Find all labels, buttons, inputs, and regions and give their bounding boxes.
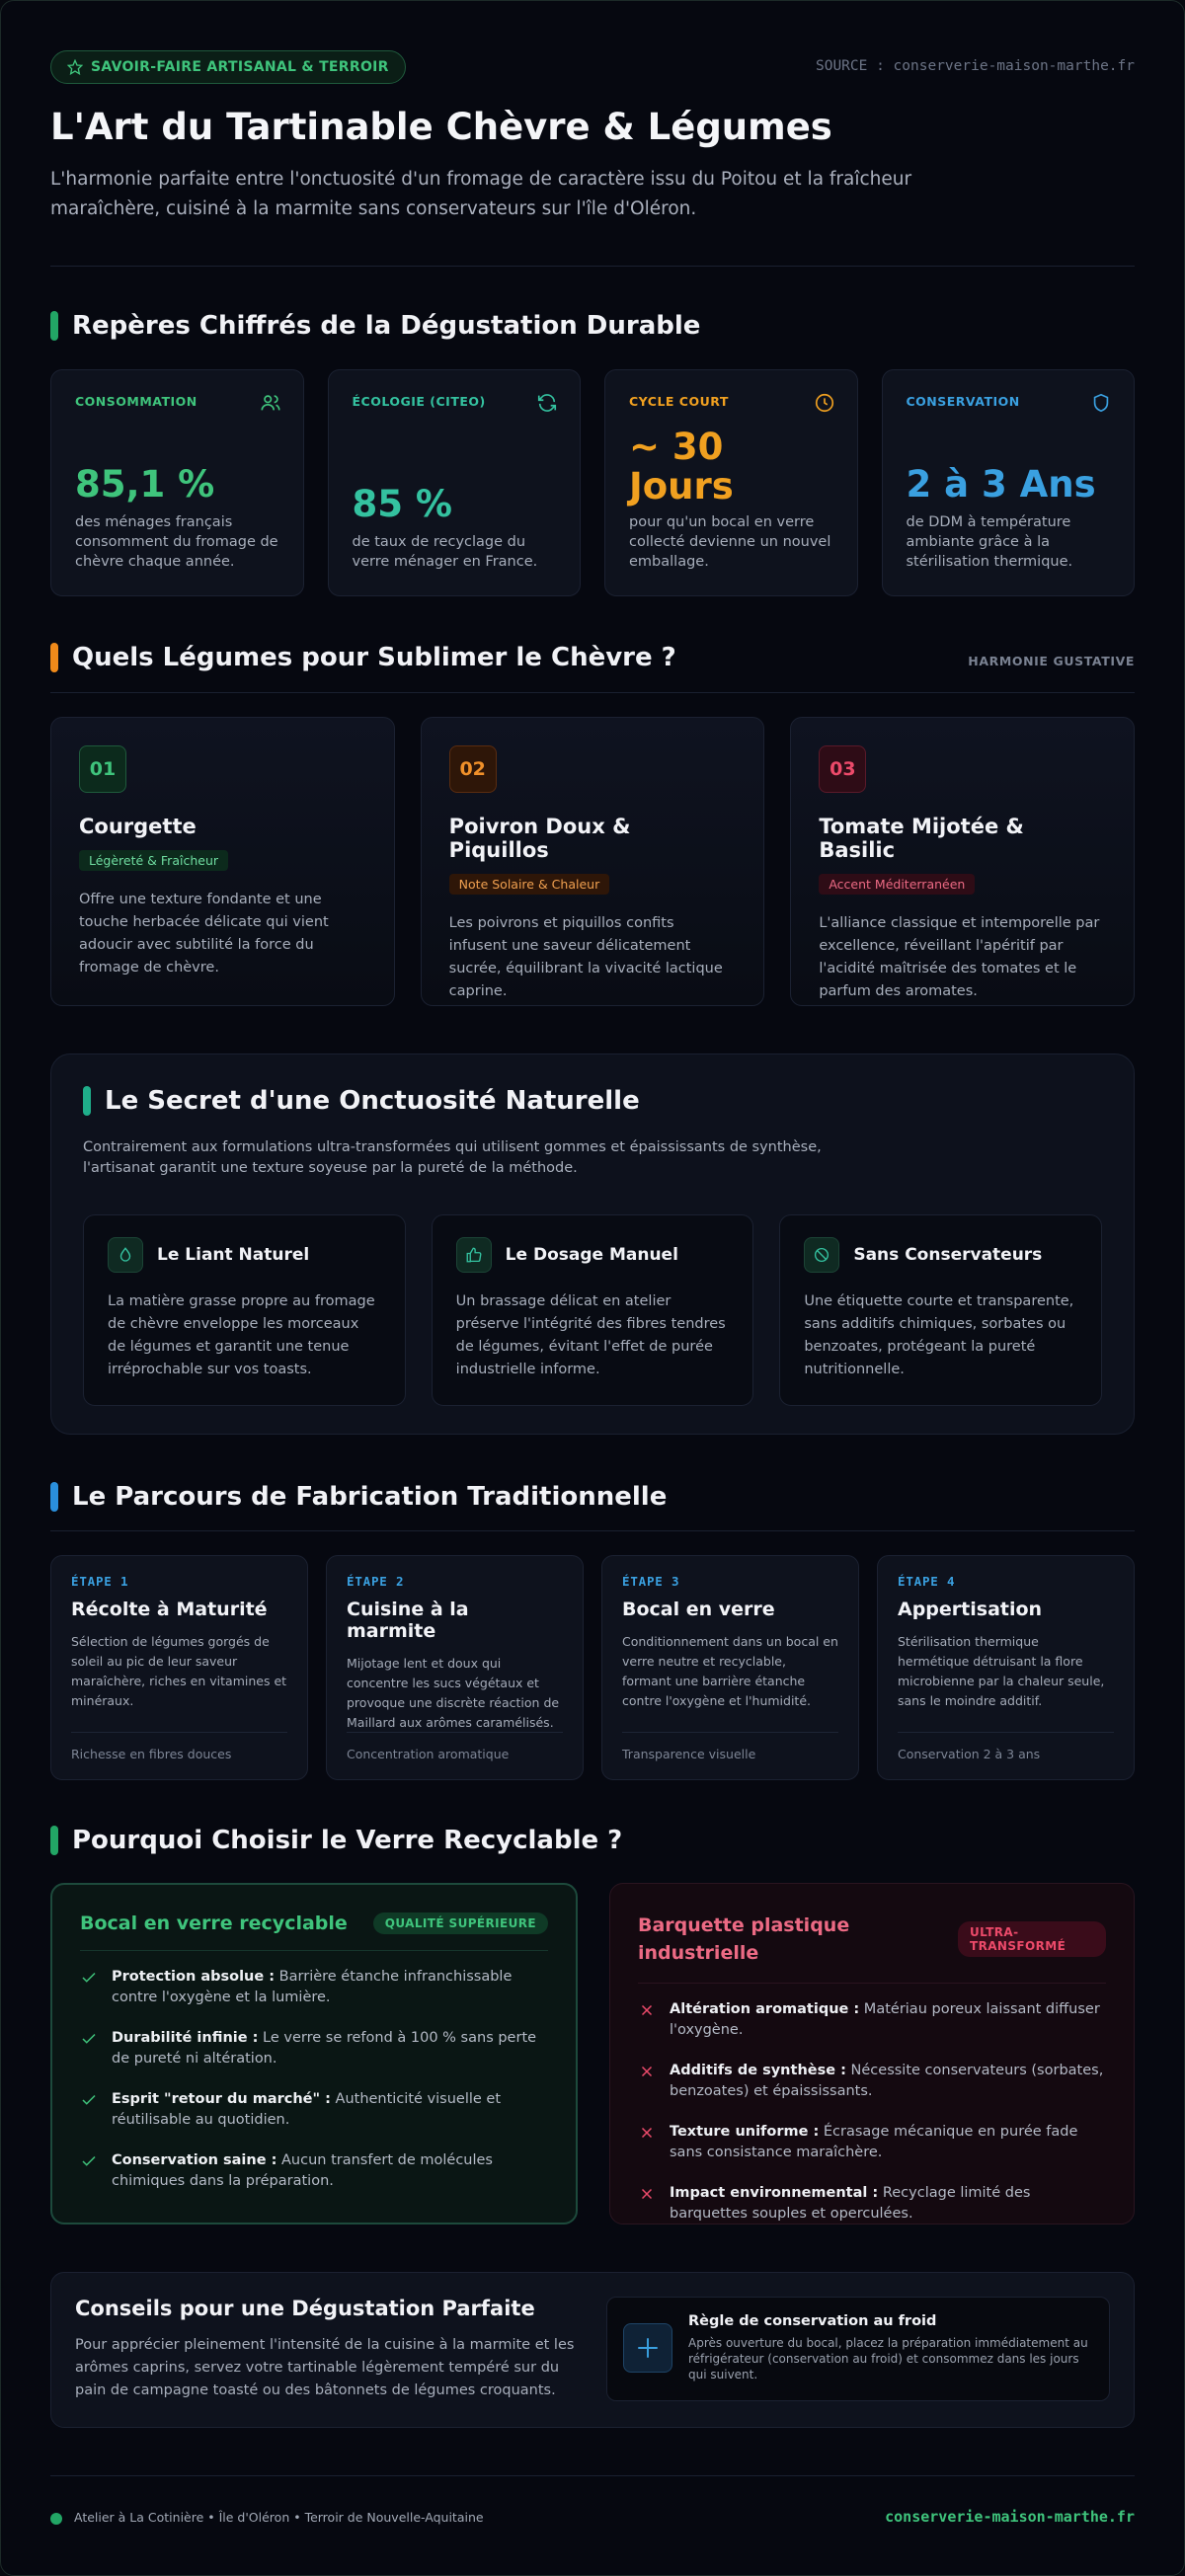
tips-panel (50, 2272, 1135, 2428)
vegetable-description: L'alliance classique et intemporelle par excellence, réveillant l'apéritif par l'acidité maîtrisée des tomates et le parfum des aromates. (819, 915, 1100, 999)
section-accent-bar (83, 1086, 91, 1116)
step-card-2 (326, 1555, 584, 1780)
secret-card-text: La matière grasse propre au fromage de chèvre enveloppe les morceaux de légumes et garantit une tenue irréprochable sur vos toasts. (108, 1293, 375, 1377)
step-label: ÉTAPE 4 (898, 1574, 956, 1589)
compare-section-title (50, 1826, 622, 1855)
shield-icon (1090, 392, 1112, 414)
header-top-row (50, 50, 1135, 84)
vegetable-tag: Accent Méditerranéen (819, 874, 975, 895)
comparison-grid (50, 1883, 1135, 2225)
divider (50, 1530, 1135, 1531)
stat-value: 85 % (352, 483, 452, 525)
divider (50, 266, 1135, 267)
cross-icon (638, 2001, 656, 2019)
steps-grid (50, 1555, 1135, 1780)
stat-description: de DDM à température ambiante grâce à la stérilisation thermique. (906, 514, 1073, 570)
item-bold: Esprit "retour du marché" : (112, 2091, 331, 2107)
section-title-text: Repères Chiffrés de la Dégustation Durable (72, 311, 701, 341)
rule-title: Règle de conservation au froid (688, 2313, 937, 2329)
stat-description: des ménages français consomment du fromage de chèvre chaque année. (75, 514, 278, 570)
comparison-title: Bocal en verre recyclable (80, 1912, 348, 1934)
comparison-title: Barquette plastique industrielle (638, 1914, 850, 1964)
tips-title: Conseils pour une Dégustation Parfaite (75, 2297, 535, 2320)
vegetable-tag: Légèreté & Fraîcheur (79, 850, 228, 871)
comparison-glass (50, 1883, 578, 2225)
item-text: Recyclage limité des barquettes souples et operculées. (670, 2185, 1031, 2222)
secret-cards (83, 1214, 1102, 1406)
plus-icon (623, 2323, 672, 2373)
thumbs-up-icon (465, 1246, 483, 1264)
check-icon (80, 2030, 98, 2048)
step-name: Bocal en verre (622, 1599, 775, 1620)
section-accent-bar (50, 311, 58, 341)
step-text: Mijotage lent et doux qui concentre les sucs végétaux et provoque une discrète réaction de Maillard aux arômes caramélisés. (347, 1656, 560, 1730)
secret-intro: Contrairement aux formulations ultra-transformées qui utilisent gommes et épaississants de synthèse, l'artisanat garantit une texture soyeuse par la pureté de la méthode. (83, 1139, 822, 1176)
category-badge (50, 50, 406, 84)
vegetable-card-poivron (421, 717, 765, 1006)
tips-text: Pour apprécier pleinement l'intensité de la cuisine à la marmite et les arômes caprins, servez votre tartinable légèrement tempéré sur du pain de campagne toasté ou des bâtonnets de légumes croquants. (75, 2337, 575, 2398)
comparison-item (638, 2183, 1106, 2225)
vegetable-card-courgette (50, 717, 395, 1006)
ban-icon (813, 1246, 830, 1264)
vegetable-description: Offre une texture fondante et une touche herbacée délicate qui vient adoucir avec subtilité la force du fromage de chèvre. (79, 892, 329, 976)
cross-icon (638, 2063, 656, 2080)
footer-website-link[interactable]: conserverie-maison-marthe.fr (885, 2508, 1135, 2526)
stat-value: ~ 30 Jours (629, 426, 734, 507)
item-text: Aucun transfert de molécules chimiques dans la préparation. (112, 2152, 493, 2189)
step-text: Sélection de légumes gorgés de soleil au pic de leur saveur maraîchère, riches en vitamines et minéraux. (71, 1634, 287, 1708)
step-name: Récolte à Maturité (71, 1599, 268, 1620)
page-lead: L'harmonie parfaite entre l'onctuosité d'un fromage de caractère issu du Poitou et la fraîcheur maraîchère, cuisiné à la marmite sans conservateurs sur l'île d'Oléron. (50, 169, 912, 219)
step-footer: Transparence visuelle (622, 1732, 838, 1761)
secret-card-liant (83, 1214, 406, 1406)
step-label: ÉTAPE 3 (622, 1574, 680, 1589)
secret-card-title: Le Dosage Manuel (505, 1245, 678, 1265)
comparison-plastic (609, 1883, 1135, 2225)
drop-icon (117, 1246, 134, 1264)
item-text: Matériau poreux laissant diffuser l'oxygène. (670, 2001, 1100, 2038)
footer-location: Atelier à La Cotinière • Île d'Oléron • Terroir de Nouvelle-Aquitaine (74, 2510, 484, 2525)
vegetable-number: 03 (819, 745, 866, 793)
vegetables-grid (50, 717, 1135, 1006)
stats-grid (50, 369, 1135, 596)
section-accent-bar (50, 1482, 58, 1512)
steps-section-title (50, 1482, 667, 1512)
item-bold: Texture uniforme : (670, 2124, 820, 2140)
rule-text: Après ouverture du bocal, placez la préparation immédiatement au réfrigérateur (conservation au froid) et consommez dans les jours qui suivent. (688, 2336, 1088, 2381)
stat-card-conservation (882, 369, 1136, 596)
item-text: Barrière étanche infranchissable contre l'oxygène et la lumière. (112, 1969, 513, 2005)
cross-icon (638, 2185, 656, 2203)
cross-icon (638, 2124, 656, 2142)
stat-description: pour qu'un bocal en verre collecté devienne un nouvel emballage. (629, 514, 831, 570)
page-title: L'Art du Tartinable Chèvre & Légumes (50, 106, 832, 148)
quality-badge: ULTRA-TRANSFORMÉ (958, 1921, 1106, 1957)
stat-card-cycle (604, 369, 858, 596)
footer (50, 2499, 1135, 2538)
comparison-item (638, 1999, 1106, 2041)
vegetable-tag: Note Solaire & Chaleur (449, 874, 610, 895)
section-title-text: Le Secret d'une Onctuosité Naturelle (105, 1086, 640, 1116)
category-badge-label: SAVOIR-FAIRE ARTISANAL & TERROIR (91, 59, 389, 75)
divider (80, 1950, 548, 1951)
section-accent-bar (50, 1826, 58, 1855)
secret-panel (50, 1054, 1135, 1435)
secret-section-title (83, 1086, 1102, 1116)
quality-badge: QUALITÉ SUPÉRIEURE (373, 1912, 548, 1934)
stat-value: 2 à 3 Ans (906, 463, 1096, 506)
step-name: Cuisine à la marmite (347, 1599, 469, 1642)
comparison-item (638, 2061, 1106, 2102)
item-text: Nécessite conservateurs (sorbates, benzoates) et épaississants. (670, 2063, 1104, 2099)
step-text: Conditionnement dans un bocal en verre neutre et recyclable, formant une barrière étanche contre l'oxygène et l'humidité. (622, 1634, 838, 1708)
step-label: ÉTAPE 2 (347, 1574, 405, 1589)
secret-card-title: Sans Conservateurs (853, 1245, 1043, 1265)
step-name: Appertisation (898, 1599, 1043, 1620)
item-bold: Durabilité infinie : (112, 2030, 259, 2046)
vegetable-name: Courgette (79, 815, 197, 838)
divider (638, 1983, 1106, 1984)
item-bold: Additifs de synthèse : (670, 2063, 846, 2078)
secret-card-text: Un brassage délicat en atelier préserve l'intégrité des fibres tendres de légumes, évitant l'effet de purée industrielle informe. (455, 1293, 726, 1377)
comparison-item (80, 2089, 548, 2131)
divider (50, 2475, 1135, 2476)
comparison-item (80, 1967, 548, 2008)
status-dot (50, 2513, 62, 2525)
vegetable-number: 01 (79, 745, 126, 793)
check-icon (80, 2152, 98, 2170)
stats-section-title (50, 311, 700, 341)
step-footer: Conservation 2 à 3 ans (898, 1732, 1114, 1761)
section-title-text: Quels Légumes pour Sublimer le Chèvre ? (72, 643, 676, 672)
stat-label: CYCLE COURT (629, 394, 729, 409)
vegetable-number: 02 (449, 745, 497, 793)
divider (50, 692, 1135, 693)
item-bold: Altération aromatique : (670, 2001, 860, 2017)
step-card-4 (877, 1555, 1135, 1780)
comparison-item (80, 2028, 548, 2069)
stat-card-consommation (50, 369, 304, 596)
stat-card-ecologie (328, 369, 582, 596)
comparison-item (80, 2150, 548, 2192)
stat-label: CONSOMMATION (75, 394, 198, 409)
vegetable-description: Les poivrons et piquillos confits infusent une saveur délicatement sucrée, équilibrant la vivacité lactique caprine. (448, 915, 723, 999)
item-text: Écrasage mécanique en purée fade sans consistance maraîchère. (670, 2124, 1078, 2160)
step-text: Stérilisation thermique hermétique détruisant la flore microbienne par la chaleur seule, sans le moindre additif. (898, 1634, 1105, 1708)
secret-card-title: Le Liant Naturel (157, 1245, 310, 1265)
step-footer: Richesse en fibres douces (71, 1732, 287, 1761)
vegetable-name: Poivron Doux & Piquillos (448, 815, 631, 862)
section-title-text: Pourquoi Choisir le Verre Recyclable ? (72, 1826, 623, 1855)
item-bold: Conservation saine : (112, 2152, 277, 2168)
secret-card-text: Une étiquette courte et transparente, sans additifs chimiques, sorbates ou benzoates, protégeant la pureté nutritionnelle. (804, 1293, 1074, 1377)
item-text: Authenticité visuelle et réutilisable au quotidien. (112, 2091, 502, 2128)
source-link[interactable]: SOURCE : conserverie-maison-marthe.fr (815, 58, 1135, 74)
check-icon (80, 2091, 98, 2109)
secret-card-conservateurs (779, 1214, 1102, 1406)
stat-label: ÉCOLOGIE (CITEO) (352, 394, 486, 409)
stat-label: CONSERVATION (906, 394, 1020, 409)
section-title-text: Le Parcours de Fabrication Traditionnelle (72, 1482, 668, 1512)
stat-value: 85,1 % (75, 463, 215, 506)
cold-storage-rule (606, 2297, 1110, 2401)
check-icon (80, 1969, 98, 1987)
stat-description: de taux de recyclage du verre ménager en France. (352, 534, 538, 570)
step-card-3 (601, 1555, 859, 1780)
item-text: Le verre se refond à 100 % sans perte de pureté ni altération. (112, 2030, 537, 2067)
clock-icon (814, 392, 835, 414)
section-tag: HARMONIE GUSTATIVE (968, 654, 1135, 668)
recycle-icon (536, 392, 558, 414)
vegs-section-title (50, 643, 676, 672)
vegetable-card-tomate (790, 717, 1135, 1006)
comparison-item (638, 2122, 1106, 2163)
secret-card-dosage (432, 1214, 754, 1406)
step-label: ÉTAPE 1 (71, 1574, 129, 1589)
step-footer: Concentration aromatique (347, 1732, 563, 1761)
item-bold: Impact environnemental : (670, 2185, 879, 2201)
section-accent-bar (50, 643, 58, 672)
vegetable-name: Tomate Mijotée & Basilic (819, 815, 1024, 862)
star-icon (67, 59, 83, 75)
users-icon (260, 392, 281, 414)
item-bold: Protection absolue : (112, 1969, 276, 1985)
step-card-1 (50, 1555, 308, 1780)
